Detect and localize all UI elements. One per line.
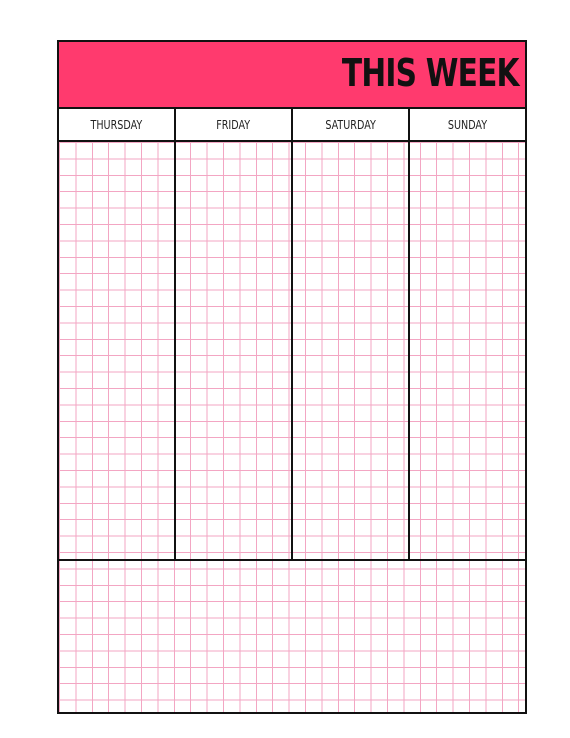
- weekly-planner-page: [57, 40, 527, 714]
- page-title: THIS WEEK: [342, 51, 519, 95]
- notes-area[interactable]: [59, 561, 525, 712]
- day-column-thursday[interactable]: [59, 142, 176, 559]
- day-label: SUNDAY: [447, 117, 488, 132]
- day-column-friday[interactable]: [176, 142, 293, 559]
- day-label: FRIDAY: [216, 117, 251, 132]
- day-header-sunday: [410, 109, 525, 140]
- day-label: SATURDAY: [325, 117, 376, 132]
- day-header-thursday: [59, 109, 176, 140]
- day-column-saturday[interactable]: [293, 142, 410, 559]
- day-header-friday: [176, 109, 293, 140]
- day-column-sunday[interactable]: [410, 142, 525, 559]
- day-header-saturday: [293, 109, 410, 140]
- day-header-row: [59, 109, 525, 142]
- header-band: [59, 42, 525, 109]
- day-label: THURSDAY: [90, 117, 143, 132]
- day-columns: [59, 142, 525, 561]
